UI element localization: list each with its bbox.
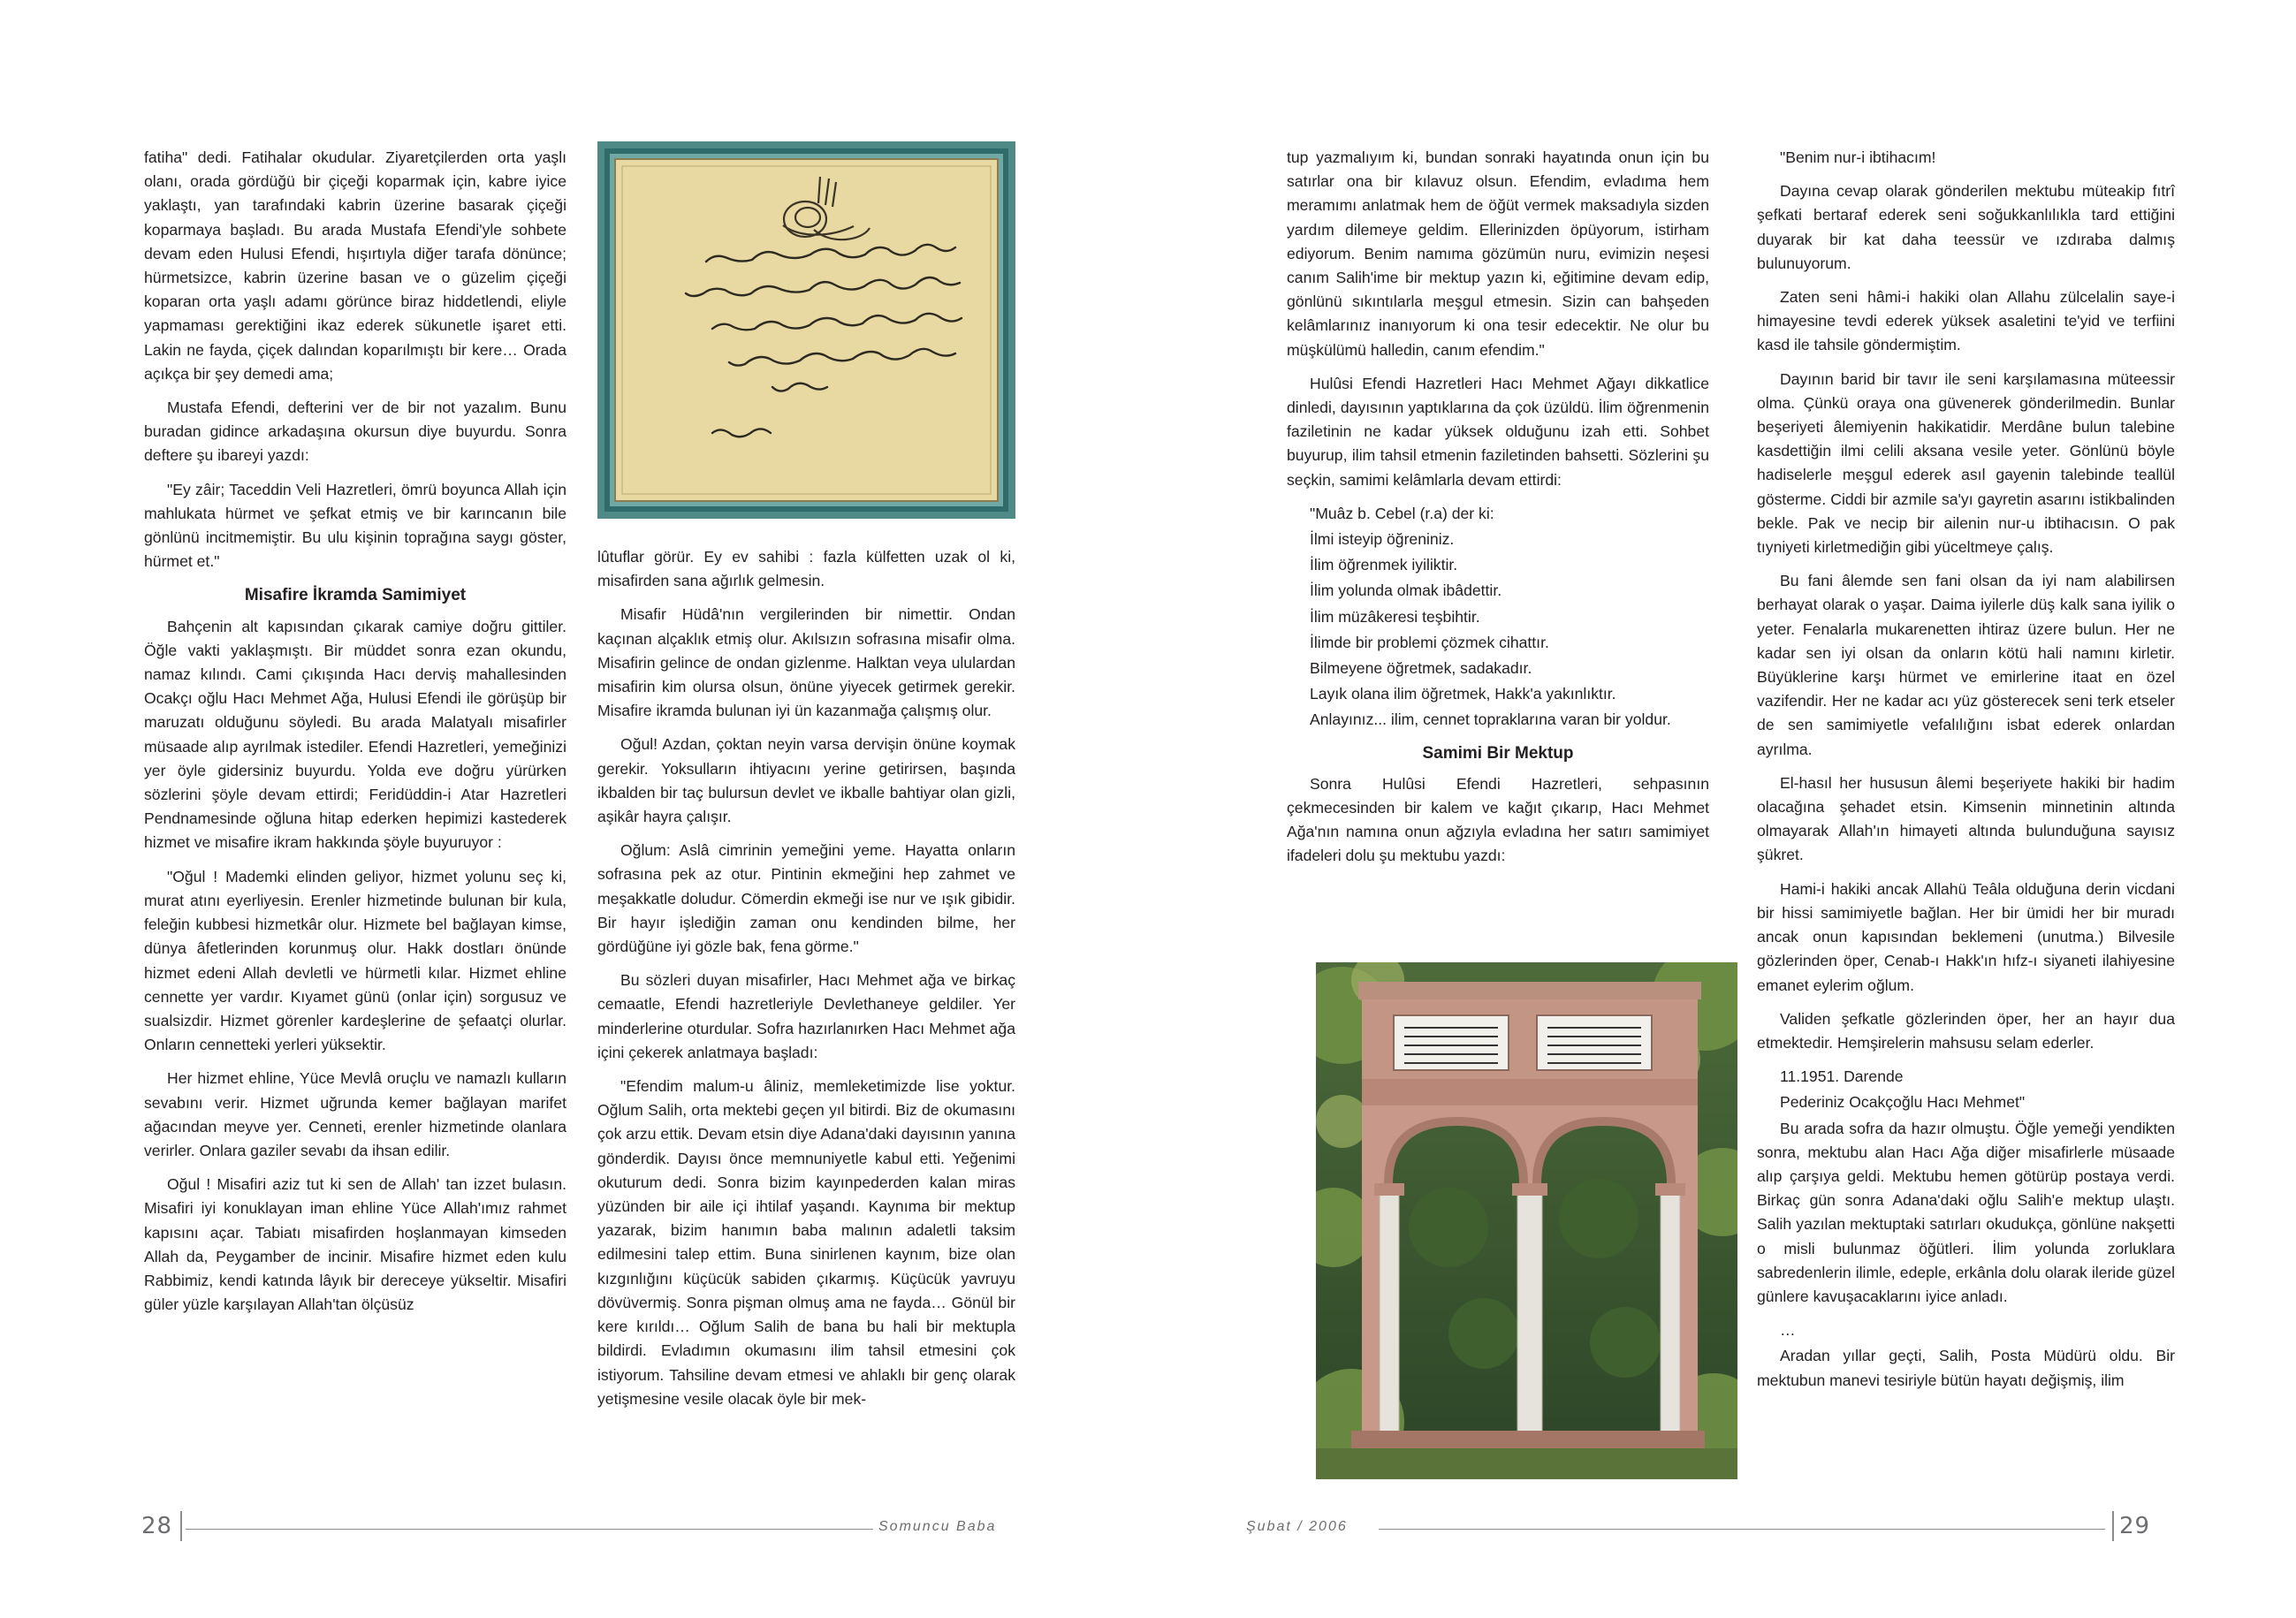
quote-line: İlimde bir problemi çözmek cihattır. — [1310, 633, 1549, 651]
section-heading: Misafire İkramda Samimiyet — [244, 586, 467, 605]
paragraph: Mustafa Efendi, defterini ver de bir not yazalım. Bunu buradan gidince arkadaşına okursun diye buyurdu. Sonra deftere şu ibareyi yazdı: — [144, 399, 566, 465]
stone-arch-photo — [1316, 962, 1737, 1479]
paragraph: Validen şefkatle gözlerinden öper, her an hayır dua etmektedir. Hemşirelerin mahsusu selam ederler. — [1757, 1009, 2175, 1052]
paragraph: "Oğul ! Mademki elinden geliyor, hizmet yolunu seç ki, murat atını eyerliyesin. Erenler hizmetinde bulunan bir kula, feleğin kubbesi hizmetkâr olur. Hizmete bel bağlayan kimse, dünya âfetlerinden korunmuş olur. Hakk dostları önünde hizmet edeni Allah devletli ve hürmetli kılar. Hizmet ehline cennette yer vardır. Kıyamet günü (onlar için) sorgusuz ve sualsizdir. Hizmet görenler kardeşlerine de şefaatçi olurlar. Onların cennetteki yerleri yüksektir. — [144, 867, 566, 1054]
paragraph: Sonra Hulûsi Efendi Hazretleri, sehpasının çekmecesinden bir kalem ve kağıt çıkarıp, Hacı Mehmet Ağa'nın namına onun ağzıyla evladına her satırı samimiyet ifadeleri dolu şu mektubu yazdı: — [1287, 774, 1709, 865]
left-column-1 — [144, 146, 566, 1326]
footer-divider-left — [180, 1511, 182, 1541]
paragraph: Her hizmet ehline, Yüce Mevlâ oruçlu ve namazlı kulların sevabını verir. Hizmet uğrunda kemer bağlayan marifet ağacından meyve yer. Cenneti, erenler hizmetinde olanlara verirler. Onlara gaziler sevabı da ihsan edilir. — [144, 1069, 566, 1159]
right-column-2 — [1757, 146, 2175, 1402]
footer-divider-right — [2112, 1511, 2114, 1541]
paragraph: Zaten seni hâmi-i hakiki olan Allahu zülcelalin saye-i himayesine tevdi ederek yüksek asaletini te'yid ve terfiini kasd ile tahsile göndermiştim. — [1757, 288, 2175, 354]
quote-line: İlim müzâkeresi teşbihtir. — [1310, 607, 1480, 626]
quote-line: Pederiniz Ocakçoğlu Hacı Mehmet" — [1780, 1093, 2026, 1112]
paragraph: "Efendim malum-u âliniz, memleketimizde lise yoktur. Oğlum Salih, orta mektebi geçen yıl bitirdi. Biz de okumasını çok arzu ettik. Devam etsin diye Adana'daki dayısının yanına gönderdik. Dayısı önce memnuniyetle kabul etti. Yeğenimi okuturum dedi. Sonra bizim kayınpederden kalan miras yüzünden bir aile içi ihtilaf yaşandı. Kaynıma bir mektup yazarak, bizim hanımın baba malının adaletli taksim edilmesini talep ettim. Buna sinirlenen kaynım, bize olan kızgınlığını küçücük sabiden çıkarmış. Küçücük yavruyu dövüvermiş. Sonra pişman olmuş ama ne fayda… Gönül bir kere kırıldı… Oğlum Salih de bana bu hali bir mektupla bildirdi. Evladımın okumasını ilim tahsil etmesini çok istiyorum. Tahsiline devam etmesi ve ahlaklı bir genç olarak yetişmesine vesile olacak öyle bir mek- — [597, 1077, 1015, 1408]
right-footer — [1246, 1511, 2165, 1546]
quote-line: … — [1780, 1321, 1796, 1340]
inscription-panel-left — [1394, 1015, 1509, 1070]
quote-line: İlim öğrenmek iyiliktir. — [1310, 556, 1458, 574]
paragraph: Oğlum: Aslâ cimrinin yemeğini yeme. Hayatta onların sofrasına pek az otur. Pintinin ekmeğini hep zahmet ve meşakkatle doludur. Cömerdin ekmeği ise nur ve ışık gibidir. Bir hayır işlediğin zaman onu kendinden bilme, her gördüğüne iyi gözle bak, fena görme." — [597, 841, 1015, 956]
quote-line: "Muâz b. Cebel (r.a) der ki: — [1310, 504, 1494, 522]
paragraph: "Benim nur-i ibtihacım! — [1780, 148, 1936, 166]
paragraph: Hulûsi Efendi Hazretleri Hacı Mehmet Ağayı dikkatlice dinledi, dayısının yaptıklarına da çok üzüldü. İlim öğrenmenin faziletinin ne kadar yüksek olduğunu izah etti. Sohbet buyurup, ilim tahsil etmenin faziletinden bahsetti. Sözlerini şu seçkin, samimi kelâmlarla devam ettirdi: — [1287, 374, 1709, 489]
paragraph: "Ey zâir; Taceddin Veli Hazretleri, ömrü boyunca Allah için mahlukata hürmet ve şefkat etmiş ve bir karıncanın bile gönlünü incitmemiştir. Bu ulu kişinin toprağına saygı göster, hürmet et." — [144, 480, 566, 571]
footer-rule-right — [1379, 1529, 2105, 1530]
magazine-title: Somuncu Baba — [873, 1519, 996, 1535]
quote-line: 11.1951. Darende — [1780, 1067, 1904, 1086]
right-column-1 — [1287, 146, 1709, 878]
issue-date: Şubat / 2006 — [1246, 1519, 1355, 1535]
page-number-right: 29 — [2119, 1513, 2151, 1539]
paragraph: El-hasıl her hususun âlemi beşeriyete hakiki bir hadim olacağına şehadet etsin. Kimsenin minnetinin altında olmayarak Allah'ın himayeti altında bulunduğuna sayısız şükret. — [1757, 773, 2175, 864]
stone-arch-svg — [1316, 962, 1737, 1479]
paragraph: Hami-i hakiki ancak Allahü Teâla olduğuna derin vicdani bir hissi samimiyetle bağlan. Her bir ümidi her bir muradı ancak onun kapısından beklemeni (unutma.) Bilvesile gözlerinden öper, Cenab-ı Hakk'ın hıfz-ı siyaneti ilahiyesine emanet eylerim oğlum. — [1757, 879, 2175, 994]
paragraph: Misafir Hüdâ'nın vergilerinden bir nimettir. Ondan kaçınan alçaklık etmiş olur. Akılsızın sofrasına misafir olma. Misafirin gelince de ondan gizlenme. Halktan veya ululardan misafirin kim olursa olsun, önüne yiyecek getirmek gerekir. Misafire ikramda bulunan iyi ün kazanmağa çalışmış olur. — [597, 605, 1015, 720]
footer-rule-left — [186, 1529, 901, 1530]
quote-line: İlim yolunda olmak ibâdettir. — [1310, 581, 1502, 600]
paragraph: Bu fani âlemde sen fani olsan da iyi nam alabilirsen berhayat olarak o yaşar. Daima iyilerle düş kalk sana iyilik o yeter. Fenalarla mukarenetten ihtiraz üzere bulun. Her ne kadar sen iyi olsan da onların kötü hali namını kirletir. Büyüklerine karşı hürmet ve emirlerine itaat en özel vazifendir. Her ne kadar acı yüz gösterecek seni terk etseler de sen samimiyetle vefalılığını isbat ederek onlardan ayrılma. — [1757, 572, 2175, 758]
quote-line: Anlayınız... ilim, cennet topraklarına varan bir yoldur. — [1310, 710, 1671, 729]
paragraph: Aradan yıllar geçti, Salih, Posta Müdürü oldu. Bir mektubun manevi tesiriyle bütün hayatı değişmiş, ilim — [1757, 1347, 2175, 1389]
quote-line: Bilmeyene öğretmek, sadakadır. — [1310, 659, 1532, 678]
paragraph: Bu arada sofra da hazır olmuştu. Öğle yemeği yendikten sonra, mektubu alan Hacı Ağa diğer misafirlerle müsaade alıp çarşıya geldi. Mektubu hemen götürüp postaya verdi. Birkaç gün sonra Adana'daki oğlu Salih'e mektup ulaştı. Salih yazılan mektuptaki satırları okudukça, gönlüne nakşetti o misli bulunmaz öğütleri. İlim yolunda zorluklara sabredenlerin ilimle, edeple, erkânla dolu olarak ileride güzel günlere kavuşacaklarını iyice anladı. — [1757, 1119, 2175, 1305]
paragraph: Bahçenin alt kapısından çıkarak camiye doğru gittiler. Öğle vakti yaklaşmıştı. Bir müddet sonra ezan okundu, namaz kılındı. Cami çıkışında Hacı derviş mahallesinden Ocakçı oğlu Hacı Mehmet Ağa, Hulusi Efendi ile görüşüp bir maruzatı olduğunu söyledi. Bu arada Malatyalı misafirler müsaade alıp ayrılmak istediler. Efendi Hazretleri, yemeğinizi yer öyle gidersiniz buyurdu. Yolda eve doğru yürürken sözlerini şöyle devam ettirdi; Feridüddin-i Atar Hazretleri Pendnamesinde oğluna hitap ederken hepimizi kastederek hizmet ve misafire ikram hakkında şöyle buyuruyor : — [144, 617, 566, 852]
paragraph: lûtuflar görür. Ey ev sahibi : fazla külfetten uzak ol ki, misafirden sana ağırlık gelmesin. — [597, 548, 1015, 590]
left-footer — [140, 1511, 1028, 1546]
paragraph: Oğul ! Misafiri aziz tut ki sen de Allah' tan izzet bulasın. Misafiri iyi konuklayan iman ehline Yüce Allah'ımız rahmet kapısını açar. Tabiatı misafirden hoşlanmayan kimseden Allah da, Peygamber de incinir. Misafire hizmet eden kulu Rabbimiz, kendi katında lâyık bir dereceye yükseltir. Misafiri güler yüzle karşılayan Allah'tan ölçüsüz — [144, 1175, 566, 1314]
paragraph: Dayının barid bir tavır ile seni karşılamasına müteessir olma. Çünkü oraya ona güvenerek gönderilmedin. Bunlar beşeriyeti âlemiyenin hakikatidir. Merdâne bulun talebine kasdettiğin ilmi celili aksana vesile yeter. Gönlünü böyle hadiselerle meşgul ederek asıl gayenin talebinde teallül gösterme. Ciddi bir azmile sa'yı gayretin asarını istikbalinden bekle. Pak ve necip bir ailenin nur-u ibtihacısın. O pak tıyniyeti kirletmediğin gibi yüceltmeye çalış. — [1757, 369, 2175, 557]
calligraphy-letter-svg — [597, 141, 1015, 519]
paragraph: tup yazmalıyım ki, bundan sonraki hayatında onun için bu satırlar ona bir kılavuz olsun. Efendim, evladıma hem meramımı anlatmak hem de öğüt vermek maksadıyla sizden yardım dilemeye geldim. Ellerinizden öpüyorum, istirham ediyorum. Benim namıma gözümün nuru, evimizin neşesi canım Salih'ime bir mektup yazın ki, eğitimine devam edip, gönlünü sıkıntılarla meşgul etmesin. Sizin can bahşeden kelâmlarınız inanıyorum ki ona tesir edecektir. Ne olur bu müşkülümü halledin, canım efendim." — [1287, 148, 1709, 359]
paragraph: fatiha" dedi. Fatihalar okudular. Ziyaretçilerden orta yaşlı olanı, orada gördüğü bir çiçeği koparmak için, kabre iyice yaklaştı, yan tarafındaki kabrin üzerine basarak çiçeği koparmaya başladı. Bu arada Mustafa Efendi'yle sohbete devam eden Hulusi Efendi, hışırtıyla diğer tarafa dönünce; hürmetsizce, kabrin üzerine basan ve o güzelim çiçeği koparan orta yaşlı adamı görünce biraz hiddetlendi, eliyle yapmaması gerektiğini ikaz ederek sükunetle işaret etti. Lakin ne fayda, çiçek dalından koparılmıştı bir kere… Orada açıkça bir şey demedi ama; — [144, 148, 566, 383]
quote-line: Layık olana ilim öğretmek, Hakk'a yakınlıktır. — [1310, 685, 1616, 703]
quote-line: İlmi isteyip öğreniniz. — [1310, 530, 1455, 549]
calligraphy-letter-image — [597, 141, 1015, 519]
paragraph: Bu sözleri duyan misafirler, Hacı Mehmet ağa ve birkaç cemaatle, Efendi hazretleriyle Devlethaneye geldiler. Yer minderlerine oturdular. Sofra hazırlanırken Hacı Mehmet ağa içini çekerek anlatmaya başladı: — [597, 971, 1015, 1061]
section-heading: Samimi Bir Mektup — [1422, 743, 1574, 763]
page-number-left: 28 — [141, 1513, 173, 1539]
left-column-2 — [597, 545, 1015, 1421]
paragraph: Dayına cevap olarak gönderilen mektubu müteakip fıtrî şefkati bertaraf ederek seni soğukkanlılıkla tard ettiğini duyarak bir kat daha teessür ve ızdıraba dalmış bulunuyorum. — [1757, 182, 2175, 272]
paragraph: Oğul! Azdan, çoktan neyin varsa dervişin önüne koymak gerekir. Yoksulların ihtiyacını yerine getirirsen, başında ikbalden bir taç bulursun devlet ve ikballe bahtiyar olan gizli, aşikâr hayra çalışır. — [597, 735, 1015, 826]
inscription-panel-right — [1537, 1015, 1652, 1070]
